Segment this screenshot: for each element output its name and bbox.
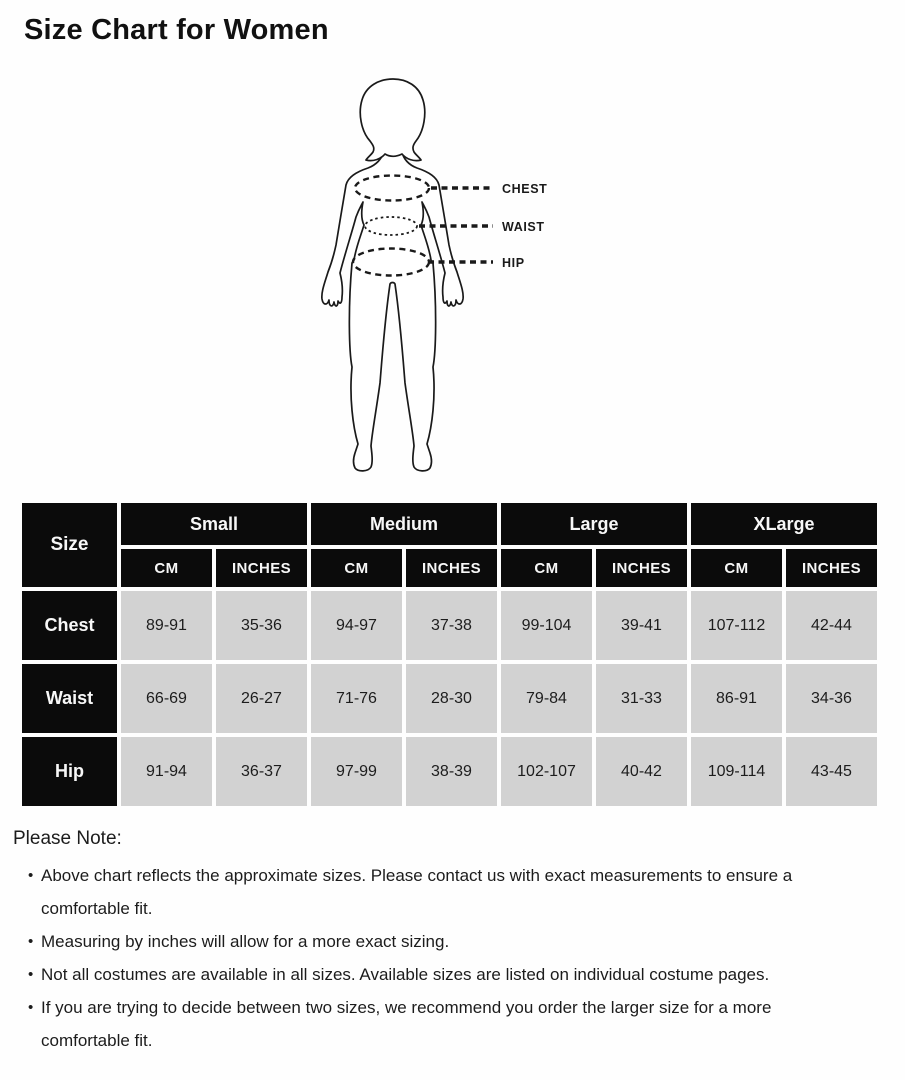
table-cell: 86-91 <box>691 664 782 733</box>
table-cell: 99-104 <box>501 591 592 660</box>
unit-header-cm: CM <box>501 549 592 587</box>
bullet-icon: • <box>28 933 34 950</box>
table-cell: 42-44 <box>786 591 877 660</box>
table-cell: 66-69 <box>121 664 212 733</box>
table-cell: 97-99 <box>311 737 402 806</box>
head-outline <box>360 79 425 161</box>
unit-header-inches: INCHES <box>786 549 877 587</box>
measurement-figure-svg <box>306 67 616 487</box>
note-text: Above chart reflects the approximate sizes. Please contact us with exact measurements to ensure a comfortable fit. <box>41 866 793 918</box>
table-row-chest <box>22 591 877 660</box>
table-cell: 94-97 <box>311 591 402 660</box>
table-unit-header-row <box>22 549 877 587</box>
table-cell: 39-41 <box>596 591 687 660</box>
table-cell: 91-94 <box>121 737 212 806</box>
row-label-chest: Chest <box>22 591 117 660</box>
table-cell: 109-114 <box>691 737 782 806</box>
note-item <box>13 958 905 991</box>
table-cell: 36-37 <box>216 737 307 806</box>
page-title: Size Chart for Women <box>24 14 329 46</box>
notes-section <box>13 828 905 1057</box>
unit-header-cm: CM <box>121 549 212 587</box>
table-group-header-row <box>22 503 877 545</box>
body-outline <box>322 151 463 471</box>
row-label-hip: Hip <box>22 737 117 806</box>
note-text: If you are trying to decide between two sizes, we recommend you order the larger size for a more comfortable fit. <box>41 998 772 1050</box>
unit-header-cm: CM <box>691 549 782 587</box>
unit-header-inches: INCHES <box>406 549 497 587</box>
table-cell: 28-30 <box>406 664 497 733</box>
table-row-waist <box>22 664 877 733</box>
table-cell: 34-36 <box>786 664 877 733</box>
note-item <box>13 991 905 1057</box>
size-chart-page <box>0 14 905 1080</box>
unit-header-cm: CM <box>311 549 402 587</box>
bullet-icon: • <box>28 966 34 983</box>
bullet-icon: • <box>28 999 34 1016</box>
table-cell: 40-42 <box>596 737 687 806</box>
notes-heading: Please Note: <box>13 828 122 849</box>
unit-header-inches: INCHES <box>216 549 307 587</box>
table-cell: 38-39 <box>406 737 497 806</box>
table-cell: 43-45 <box>786 737 877 806</box>
waist-label: WAIST <box>502 220 545 234</box>
table-row-hip <box>22 737 877 806</box>
size-group-header-xlarge: XLarge <box>691 503 877 545</box>
table-cell: 35-36 <box>216 591 307 660</box>
table-cell: 71-76 <box>311 664 402 733</box>
notes-list <box>13 859 905 1057</box>
table-cell: 79-84 <box>501 664 592 733</box>
row-label-waist: Waist <box>22 664 117 733</box>
hip-label: HIP <box>502 256 525 270</box>
note-item <box>13 859 905 925</box>
unit-header-inches: INCHES <box>596 549 687 587</box>
table-corner-header: Size <box>22 503 117 587</box>
size-chart-table <box>18 499 881 810</box>
note-text: Not all costumes are available in all sizes. Available sizes are listed on individual costume pages. <box>41 965 770 984</box>
size-group-header-small: Small <box>121 503 307 545</box>
table-cell: 26-27 <box>216 664 307 733</box>
table-cell: 107-112 <box>691 591 782 660</box>
table-cell: 89-91 <box>121 591 212 660</box>
note-item <box>13 925 905 958</box>
chest-label: CHEST <box>502 182 548 196</box>
size-group-header-medium: Medium <box>311 503 497 545</box>
table-cell: 102-107 <box>501 737 592 806</box>
bullet-icon: • <box>28 867 34 884</box>
table-cell: 31-33 <box>596 664 687 733</box>
size-group-header-large: Large <box>501 503 687 545</box>
body-measurement-diagram <box>306 67 616 487</box>
table-cell: 37-38 <box>406 591 497 660</box>
note-text: Measuring by inches will allow for a more exact sizing. <box>41 932 450 951</box>
